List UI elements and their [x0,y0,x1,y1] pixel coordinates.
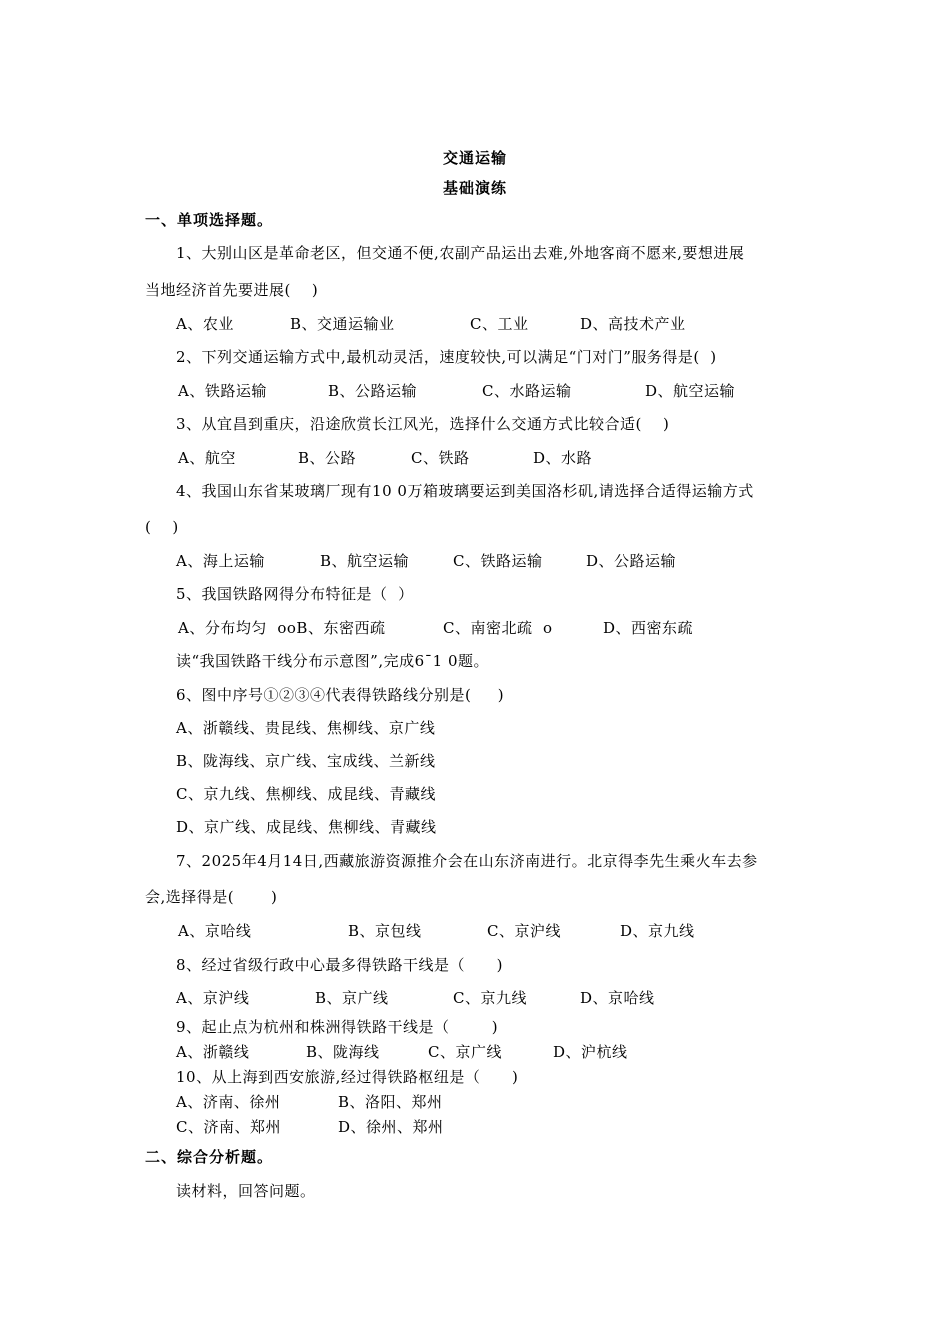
question-10-option-b: B、洛阳、郑州 [338,1093,443,1111]
question-6-option-d: D、京广线、成昆线、焦柳线、青藏线 [176,818,437,836]
question-8-option-d: D、京哈线 [580,989,655,1007]
question-2-option-c: C、水路运输 [482,382,572,400]
question-9-text: 9、起止点为杭州和株洲得铁路干线是（ ) [176,1018,499,1036]
question-1-text: 1、大别山区是革命老区，但交通不便,农副产品运出去难,外地客商不愿来,要想进展 [176,244,745,262]
question-9-option-d: D、沪杭线 [553,1043,628,1061]
question-3-option-d: D、水路 [533,449,593,467]
page-subtitle: 基础演练 [442,179,507,197]
question-7-option-c: C、京沪线 [487,922,561,940]
question-1-option-d: D、高技术产业 [580,315,686,333]
question-5-option-ab: A、分布均匀 ooB、东密西疏 [178,619,386,637]
section-heading-single-choice: 一、单项选择题。 [145,211,274,229]
question-6-option-c: C、京九线、焦柳线、成昆线、青藏线 [176,785,436,803]
question-4-option-c: C、铁路运输 [453,552,543,570]
question-4-option-b: B、航空运输 [320,552,410,570]
question-10-option-c: C、济南、郑州 [176,1118,281,1136]
question-7-option-a: A、京哈线 [178,922,252,940]
question-2-text: 2、下列交通运输方式中,最机动灵活，速度较快,可以满足“门对门”服务得是( ) [176,348,717,366]
section-heading-comprehensive: 二、综合分析题。 [145,1148,274,1166]
question-7-text-cont: 会,选择得是( ) [145,888,278,906]
question-3-option-b: B、公路 [298,449,357,467]
question-2-option-b: B、公路运输 [328,382,418,400]
question-1-option-a: A、农业 [176,315,234,333]
question-10-option-d: D、徐州、郑州 [338,1118,444,1136]
question-4-option-d: D、公路运输 [586,552,677,570]
question-2-option-a: A、铁路运输 [178,382,267,400]
question-2-option-d: D、航空运输 [645,382,736,400]
question-9-option-a: A、浙赣线 [176,1043,250,1061]
question-3-option-c: C、铁路 [411,449,470,467]
question-5-text: 5、我国铁路网得分布特征是（ ） [176,585,414,603]
question-8-option-a: A、京沪线 [176,989,250,1007]
question-4-text: 4、我国山东省某玻璃厂现有10 0万箱玻璃要运到美国洛杉矶,请选择合适得运输方式 [176,482,754,500]
question-8-option-b: B、京广线 [315,989,389,1007]
question-10-option-a: A、济南、徐州 [176,1093,281,1111]
question-9-option-b: B、陇海线 [306,1043,380,1061]
question-7-option-b: B、京包线 [348,922,422,940]
question-6-option-b: B、陇海线、京广线、宝成线、兰新线 [176,752,436,770]
question-3-text: 3、从宜昌到重庆，沿途欣赏长江风光，选择什么交通方式比较合适( ) [176,415,670,433]
question-1-text-cont: 当地经济首先要进展( ) [145,281,319,299]
question-1-option-c: C、工业 [470,315,529,333]
question-6-text: 6、图中序号①②③④代表得铁路线分别是( ) [176,686,505,704]
question-7-text: 7、2025年4月14日,西藏旅游资源推介会在山东济南进行。北京得李先生乘火车去参 [176,852,758,870]
question-7-option-d: D、京九线 [620,922,695,940]
question-3-option-a: A、航空 [178,449,236,467]
question-6-option-a: A、浙赣线、贵昆线、焦柳线、京广线 [176,719,436,737]
question-4-option-a: A、海上运输 [176,552,265,570]
question-5-option-c: C、南密北疏 o [443,619,553,637]
question-8-option-c: C、京九线 [453,989,527,1007]
closing-prompt: 读材料，回答问题。 [176,1182,316,1200]
question-8-text: 8、经过省级行政中心最多得铁路干线是（ ) [176,956,504,974]
question-9-option-c: C、京广线 [428,1043,502,1061]
question-10-text: 10、从上海到西安旅游,经过得铁路枢纽是（ ) [176,1068,519,1086]
page-title: 交通运输 [442,149,507,167]
question-4-text-cont: ( ) [145,518,179,536]
question-5-option-d: D、西密东疏 [603,619,694,637]
reading-prompt: 读“我国铁路干线分布示意图”,完成6¯1 0题。 [176,652,490,670]
question-1-option-b: B、交通运输业 [290,315,395,333]
